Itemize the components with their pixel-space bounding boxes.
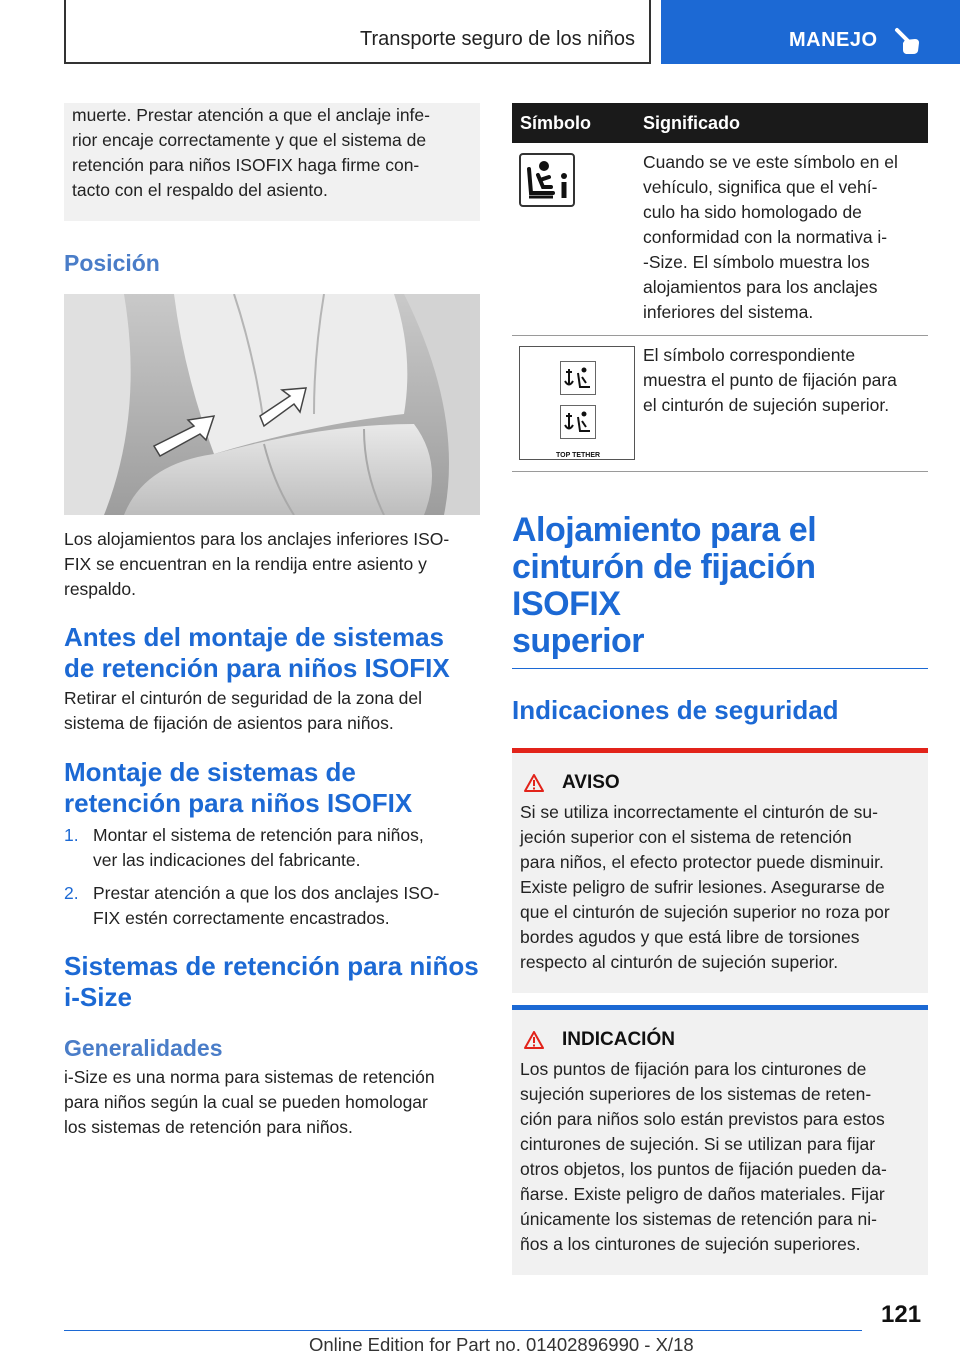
photo-caption — [64, 527, 480, 602]
text-line: Montar el sistema de retención para niños, — [93, 825, 424, 845]
heading-line: Alojamiento para el — [512, 511, 817, 549]
antes-body — [64, 686, 480, 736]
heading-rule — [512, 668, 928, 669]
list-item — [64, 823, 480, 873]
generalidades-body — [64, 1065, 480, 1140]
left-column — [64, 103, 480, 1140]
heading-line: retención para niños ISOFIX — [64, 788, 413, 818]
isofix-seat-photo — [64, 294, 480, 515]
heading-line: Montaje de sistemas de — [64, 757, 356, 787]
text-line: otros objetos, los puntos de fijación pueden da‐ — [520, 1159, 887, 1179]
anchor-seat-icon — [519, 346, 635, 460]
header-section-box — [64, 0, 651, 64]
heading-line: de retención para niños ISOFIX — [64, 653, 450, 683]
symbol-cell — [512, 336, 637, 472]
text-line: sistema de fijación de asientos para niños. — [64, 713, 394, 733]
isize-seat-icon — [519, 153, 575, 207]
warning-header — [512, 753, 928, 794]
text-line: cinturones de sujeción. Si se utilizan para fijar — [520, 1134, 876, 1154]
right-column — [512, 103, 928, 1275]
text-line: jeción superior con el sistema de retención — [520, 827, 852, 847]
text-line: únicamente los sistemas de retención para ni‐ — [520, 1209, 877, 1229]
text-line: El símbolo correspondiente — [643, 345, 856, 365]
text-line: inferiores del sistema. — [643, 302, 814, 322]
section-title: Transporte seguro de los niños — [360, 28, 635, 50]
text-line: Si se utiliza incorrectamente el cinturón de su‐ — [520, 802, 878, 822]
text-line: rior encaje correctamente y que el sistema de — [72, 130, 427, 150]
text-line: Los alojamientos para los anclajes inferiores ISO‐ — [64, 529, 450, 549]
text-line: tacto con el respaldo del asiento. — [72, 180, 328, 200]
text-line: alojamientos para los anclajes — [643, 277, 878, 297]
text-line: respecto al cinturón de sujeción superior. — [520, 952, 839, 972]
warning-title: AVISO — [562, 772, 620, 793]
heading-isize — [64, 951, 480, 1013]
text-line: Cuando se ve este símbolo en el — [643, 152, 898, 172]
table-row — [512, 143, 928, 336]
text-line: ñarse. Existe peligro de daños materiales. Fijar — [520, 1184, 885, 1204]
symbol-cell — [512, 143, 637, 336]
text-line: bordes agudos y que está libre de torsiones — [520, 927, 860, 947]
text-line: muestra el punto de fijación para — [643, 370, 897, 390]
text-line: que el cinturón de sujeción superior no roza por — [520, 902, 890, 922]
text-line: muerte. Prestar atención a que el anclaje infe‐ — [72, 105, 430, 125]
step-number: 2. — [64, 883, 79, 903]
warning-body — [512, 794, 928, 993]
note-body — [512, 1051, 928, 1275]
top-tether-label: TOP TETHER — [556, 452, 601, 459]
warning-triangle-icon — [524, 774, 544, 792]
meaning-cell — [637, 336, 928, 472]
heading-antes-del-montaje — [64, 622, 480, 684]
table-row — [512, 336, 928, 472]
note-box-indicacion — [512, 1005, 928, 1275]
note-header — [512, 1010, 928, 1051]
symbol-table — [512, 103, 928, 472]
heading-line: Sistemas de retención para niños — [64, 951, 479, 981]
text-line: para niños, el efecto protector puede disminuir. — [520, 852, 884, 872]
table-header-row — [512, 103, 928, 143]
heading-generalidades: Generalidades — [64, 1035, 223, 1061]
text-line: i-Size es una norma para sistemas de retención — [64, 1067, 435, 1087]
meaning-cell — [637, 143, 928, 336]
text-line: el cinturón de sujeción superior. — [643, 395, 890, 415]
text-line: Prestar atención a que los dos anclajes ISO‐ — [93, 883, 440, 903]
text-line: conformidad con la normativa i‐ — [643, 227, 888, 247]
note-title: INDICACIÓN — [562, 1029, 675, 1050]
warning-triangle-icon — [524, 1031, 544, 1049]
text-line: ción para niños solo están previstos para estos — [520, 1109, 885, 1129]
heading-line: Antes del montaje de sistemas — [64, 622, 445, 652]
heading-line: superior — [512, 622, 645, 660]
text-line: ños a los cinturones de sujeción superiores. — [520, 1234, 861, 1254]
text-line: para niños según la cual se pueden homologar — [64, 1092, 428, 1112]
text-line: culo ha sido homologado de — [643, 202, 862, 222]
text-line: sujeción superiores de los sistemas de reten‐ — [520, 1084, 872, 1104]
heading-indicaciones-seguridad: Indicaciones de seguridad — [512, 695, 839, 725]
text-line: retención para niños ISOFIX haga firme con‐ — [72, 155, 420, 175]
heading-line: cinturón de fijación ISOFIX — [512, 548, 816, 623]
chapter-tab-manejo[interactable] — [661, 0, 960, 64]
step-number: 1. — [64, 825, 79, 845]
text-line: Existe peligro de sufrir lesiones. Asegurarse de — [520, 877, 885, 897]
column-header-significado: Significado — [637, 103, 928, 143]
footer-rule — [64, 1330, 862, 1331]
heading-montaje — [64, 757, 480, 819]
text-line: -Size. El símbolo muestra los — [643, 252, 870, 272]
text-line: FIX estén correctamente encastrados. — [93, 908, 390, 928]
text-line: respaldo. — [64, 579, 136, 599]
heading-alojamiento — [512, 512, 928, 660]
warning-continuation-box — [64, 103, 480, 221]
text-line: Los puntos de fijación para los cinturones de — [520, 1059, 867, 1079]
seat-illustration — [64, 294, 480, 515]
text-line: FIX se encuentran en la rendija entre asiento y — [64, 554, 427, 574]
text-line: vehículo, significa que el vehí‐ — [643, 177, 878, 197]
list-item — [64, 881, 480, 931]
heading-line: i-Size — [64, 982, 132, 1012]
top-tether-icon — [560, 405, 596, 439]
text-line: los sistemas de retención para niños. — [64, 1117, 353, 1137]
text-line: ver las indicaciones del fabricante. — [93, 850, 361, 870]
warning-box-aviso — [512, 748, 928, 993]
anchor-icon — [560, 361, 596, 395]
chapter-tab-label: MANEJO — [789, 29, 878, 51]
page-number: 121 — [881, 1301, 922, 1328]
text-line: Retirar el cinturón de seguridad de la zona del — [64, 688, 422, 708]
column-header-simbolo: Símbolo — [512, 103, 637, 143]
montaje-steps — [64, 823, 480, 931]
pointing-hand-icon — [893, 26, 923, 56]
heading-posicion: Posición — [64, 250, 160, 276]
footer-edition: Online Edition for Part no. 01402896990 - X/18 — [309, 1334, 694, 1355]
